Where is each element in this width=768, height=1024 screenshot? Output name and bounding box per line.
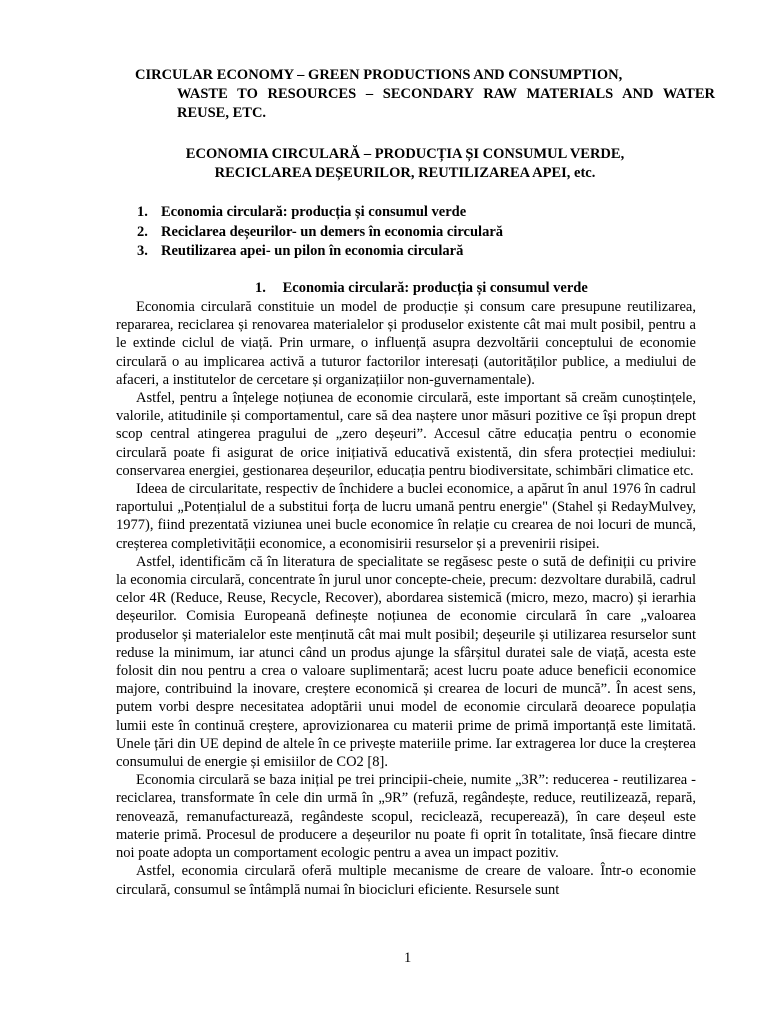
toc-item bbox=[137, 242, 697, 262]
paragraph: Economia circulară se baza inițial pe trei principii-cheie, numite „3R”: reducerea - reutilizarea - reciclarea, transformate în cele din urmă în „9R” (refuză, regândește, reduce, reutilizează, repară, renovează, remanufacturează, regândeste scopul, reciclează, recuperează), în care deșeul este materie primă. Procesul de producere a deșeurilor nu poate fi oprit în totalitate, însă fiecare dintre noi poate adopta un comportament ecologic pentru a avea un impact pozitiv. bbox=[116, 772, 696, 862]
toc-item-label: Economia circulară: producția și consumul verde bbox=[161, 204, 467, 220]
toc-item-number: 1. bbox=[137, 204, 148, 220]
toc-item-number: 2. bbox=[137, 223, 148, 240]
toc-item bbox=[137, 223, 697, 243]
paragraph: Astfel, identificăm că în literatura de specialitate se regăsesc peste o sută de definiții cu privire la economia circulară, concentrate în jurul unor concepte-cheie, precum: dezvoltare durabilă, cadrul celor 4R (Reduce, Reuse, Recycle, Recover), abordarea sistemică (micro, mezo, macro) și ierarhia deșeurilor. Comisia Europeană definește noțiunea de economie circulară în care „valoarea produselor și materialelor este menținută cât mai mult posibil; deșeurile și utilizarea resurselor sunt reduse la minimum, iar atunci când un produs ajunge la sfârșitul duratei sale de viață, acesta este folosit din nou pentru a crea o valoare suplimentară; acest lucru poate aduce beneficii economice majore, contribuind la inovare, creștere economică și crearea de locuri de muncă”. În acest sens, putem vorbi despre necesitatea adoptării unui model de economie circulară deoarece populația lumii este în continuă creștere, aprovizionarea cu materii prime de primă importanță este limitată. Unele țări din UE depind de altele în ce privește materiile prime. Iar extragerea lor duce la creșterea consumului de energie și emisiilor de CO2 [8]. bbox=[116, 553, 696, 771]
toc-item-label: Reciclarea deșeurilor- un demers în economia circulară bbox=[161, 223, 504, 240]
romanian-title-line-2: RECICLAREA DEȘEURILOR, REUTILIZAREA APEI, etc. bbox=[214, 165, 596, 181]
section-title: Economia circulară: producția și consumul verde bbox=[282, 280, 588, 296]
page-number: 1 bbox=[404, 950, 412, 966]
toc-item-label: Reutilizarea apei- un pilon în economia circulară bbox=[161, 243, 464, 259]
paragraph: Economia circulară constituie un model de producție și consum care presupune reutilizarea, repararea, reciclarea și renovarea materialelor și produselor existente cât mai mult posibil, pentru a le extinde ciclul de viață. Prin urmare, o influență asupra dezvoltării conceptului de economie circulară o au implicarea activă a tuturor factorilor interesați (autorităților publice, a mediului de afaceri, a institutelor de cercetare și organizațiilor non-guvernamentale). bbox=[116, 299, 696, 388]
english-title-line-1: CIRCULAR ECONOMY – GREEN PRODUCTIONS AND CONSUMPTION, bbox=[135, 67, 623, 83]
toc-item-number: 3. bbox=[137, 243, 148, 259]
paragraph: Astfel, economia circulară oferă multiple mecanisme de creare de valoare. Într-o economie circulară, consumul se întâmplă numai în biocicluri eficiente. Resursele sunt bbox=[116, 863, 696, 898]
romanian-title bbox=[150, 145, 660, 183]
body-text bbox=[116, 298, 696, 899]
paragraph: Astfel, pentru a înțelege noțiunea de economie circulară, este important să creăm cunoștințele, valorile, atitudinile și comportamentul, care să dea naștere unor măsuri pozitive ce își propun drept scop central atingerea pragului de „zero deșeuri”. Accesul către educația pentru o economie circulară poate fi asigurat de orice inițiativă educativă existentă, din sfera protecției mediului: conservarea energiei, gestionarea deșeurilor, educația pentru biodiversitate, schimbări climatice etc. bbox=[116, 390, 696, 479]
romanian-title-line-1: ECONOMIA CIRCULARĂ – PRODUCȚIA ȘI CONSUMUL VERDE, bbox=[185, 146, 625, 162]
section-heading bbox=[255, 279, 715, 298]
table-of-contents bbox=[137, 203, 697, 262]
english-title-line-2: WASTE TO RESOURCES – SECONDARY RAW MATERIALS AND WATER REUSE, ETC. bbox=[177, 86, 715, 121]
toc-item bbox=[137, 203, 697, 223]
paragraph: Ideea de circularitate, respectiv de închidere a buclei economice, a apărut în anul 1976 în cadrul raportului „Potențialul de a substitui forța de lucru umană pentru energie" (Stahel și RedayMulvey, 1977), fiind prezentată viziunea unei bucle economice în relație cu crearea de noi locuri de muncă, creșterea completivității economice, a economisirii resurselor și a prevenirii risipei. bbox=[116, 481, 696, 552]
english-title bbox=[135, 66, 715, 123]
section-number: 1. bbox=[255, 280, 266, 296]
